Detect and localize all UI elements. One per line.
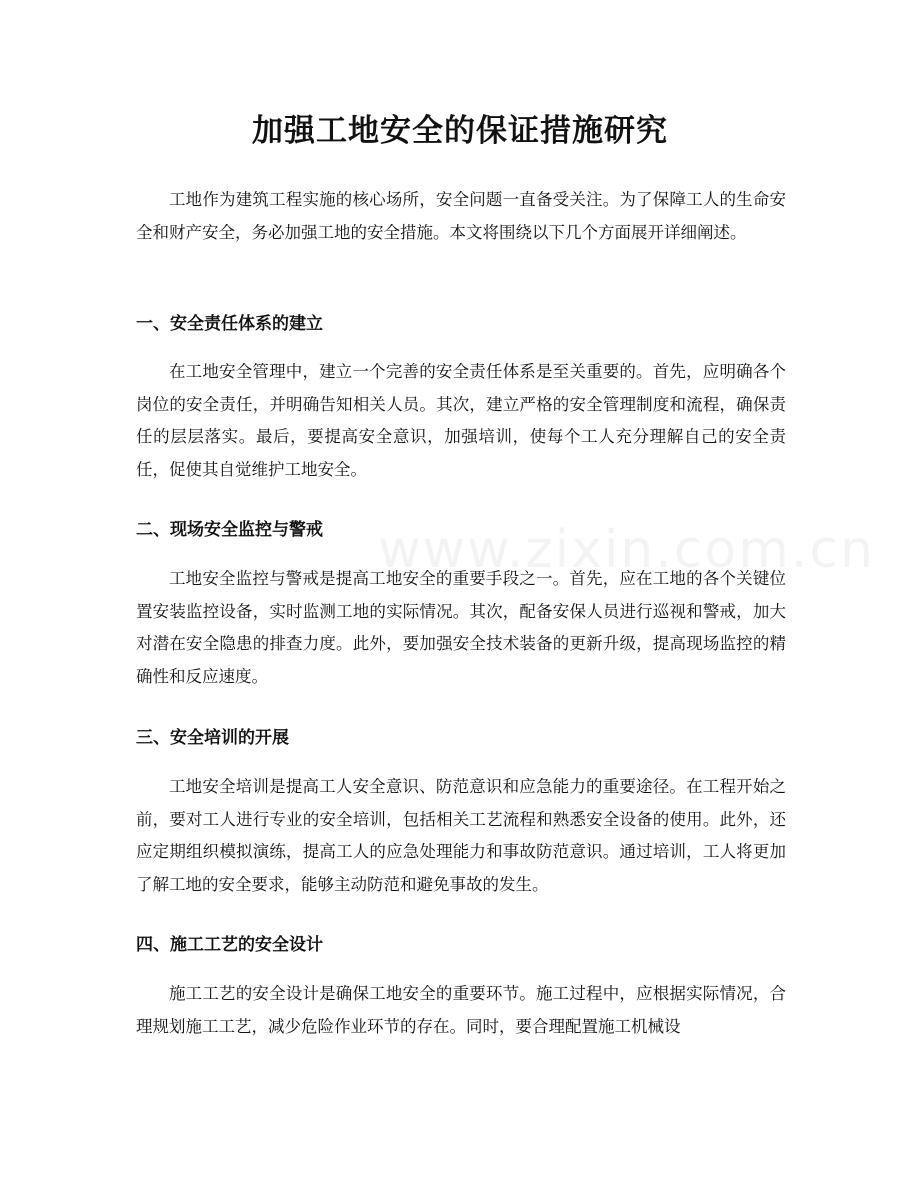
section-body-4: 施工工艺的安全设计是确保工地安全的重要环节。施工过程中，应根据实际情况，合理规划施工工艺，减少危险作业环节的存在。同时，要合理配置施工机械设: [136, 984, 786, 1036]
section-heading-4: 四、施工工艺的安全设计: [136, 935, 323, 955]
section-body-2: 工地安全监控与警戒是提高工地安全的重要手段之一。首先，应在工地的各个关键位置安装监控设备，实时监测工地的实际情况。其次，配备安保人员进行巡视和警戒，加大对潜在安全隐患的排查力度。此外，要加强安全技术装备的更新升级，提高现场监控的精确性和反应速度。: [136, 569, 786, 686]
section-heading-2: 二、现场安全监控与警戒: [136, 520, 323, 540]
section-heading-3: 三、安全培训的开展: [136, 728, 289, 748]
section-body-3: 工地安全培训是提高工人安全意识、防范意识和应急能力的重要途径。在工程开始之前，要对工人进行专业的安全培训，包括相关工艺流程和熟悉安全设备的使用。此外，还应定期组织模拟演练，提高工人的应急处理能力和事故防范意识。通过培训，工人将更加了解工地的安全要求，能够主动防范和避免事故的发生。: [136, 777, 786, 894]
section-body-1: 在工地安全管理中，建立一个完善的安全责任体系是至关重要的。首先，应明确各个岗位的安全责任，并明确告知相关人员。其次，建立严格的安全管理制度和流程，确保责任的层层落实。最后，要提高安全意识，加强培训，使每个工人充分理解自己的安全责任，促使其自觉维护工地安全。: [136, 362, 786, 479]
section-heading-1: 一、安全责任体系的建立: [136, 314, 323, 334]
intro-paragraph: 工地作为建筑工程实施的核心场所，安全问题一直备受关注。为了保障工人的生命安全和财产安全，务必加强工地的安全措施。本文将围绕以下几个方面展开详细阐述。: [136, 190, 786, 242]
document-title: 加强工地安全的保证措施研究: [252, 113, 668, 149]
